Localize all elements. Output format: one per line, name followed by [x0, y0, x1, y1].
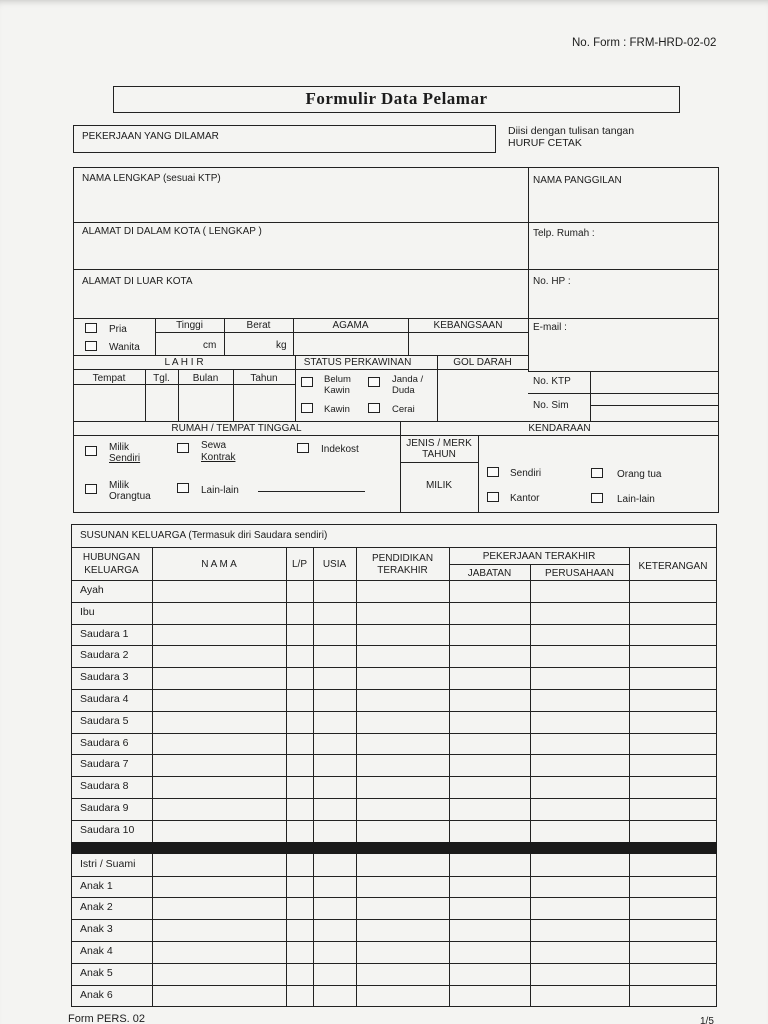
birth-header: L A H I R — [164, 357, 204, 368]
ktp-number-label: No. KTP — [533, 376, 571, 387]
vehicle-owner-label: MILIK — [425, 480, 453, 491]
widowed-checkbox[interactable] — [368, 377, 380, 387]
relation-label: Anak 4 — [80, 945, 113, 958]
parents-house-label-2: Orangtua — [109, 491, 151, 502]
marital-status-header: STATUS PERKAWINAN — [303, 357, 412, 368]
table-row[interactable] — [71, 897, 717, 919]
nationality-label: KEBANGSAAN — [433, 320, 503, 331]
page-number: 1/5 — [700, 1016, 714, 1024]
religion-label: AGAMA — [332, 320, 369, 331]
col-education-2: TERAKHIR — [377, 565, 428, 576]
own-vehicle-label: Sendiri — [510, 468, 542, 479]
married-label: Kawin — [324, 404, 350, 415]
form-number: No. Form : FRM-HRD-02-02 — [572, 37, 717, 49]
relation-label: Saudara 3 — [80, 671, 129, 684]
male-label: Pria — [109, 324, 127, 335]
boarding-checkbox[interactable] — [297, 443, 309, 453]
full-name-label: NAMA LENGKAP (sesuai KTP) — [82, 173, 221, 184]
form-title: Formulir Data Pelamar — [305, 89, 488, 108]
other-vehicle-checkbox[interactable] — [591, 493, 603, 503]
boarding-label: Indekost — [321, 444, 359, 455]
other-housing-label: Lain-lain — [201, 485, 239, 496]
table-row[interactable] — [71, 667, 717, 689]
col-relation: HUBUNGAN — [82, 552, 141, 563]
col-relation-2: KELUARGA — [84, 565, 139, 576]
col-sex: L/P — [291, 559, 307, 570]
birth-place-label: Tempat — [92, 373, 126, 384]
section-divider — [71, 842, 717, 854]
table-row[interactable] — [71, 941, 717, 963]
table-row[interactable] — [71, 689, 717, 711]
widowed-label-2: Duda — [392, 385, 415, 396]
parents-house-label: Milik — [109, 480, 129, 491]
relation-label: Saudara 10 — [80, 823, 135, 836]
own-house-label: Milik — [109, 442, 129, 453]
family-section-title: SUSUNAN KELUARGA (Termasuk diri Saudara sendiri) — [80, 530, 328, 541]
parents-vehicle-checkbox[interactable] — [591, 468, 603, 478]
relation-label: Anak 2 — [80, 901, 113, 914]
unmarried-checkbox[interactable] — [301, 377, 313, 387]
address-out-city-label: ALAMAT DI LUAR KOTA — [82, 276, 193, 287]
col-education: PENDIDIKAN — [371, 553, 434, 564]
home-phone-label: Telp. Rumah : — [533, 228, 595, 239]
office-vehicle-checkbox[interactable] — [487, 492, 499, 502]
female-checkbox[interactable] — [85, 341, 97, 351]
position-applied-label: PEKERJAAN YANG DILAMAR — [82, 131, 219, 142]
blood-type-header: GOL DARAH — [453, 357, 512, 368]
table-row[interactable] — [71, 733, 717, 755]
housing-header: RUMAH / TEMPAT TINGGAL — [171, 423, 302, 434]
widowed-label: Janda / — [392, 374, 424, 385]
table-row[interactable] — [71, 820, 717, 842]
male-checkbox[interactable] — [85, 323, 97, 333]
table-row[interactable] — [71, 985, 717, 1007]
other-vehicle-label: Lain-lain — [617, 494, 655, 505]
birth-month-label: Bulan — [192, 373, 219, 384]
address-in-city-label: ALAMAT DI DALAM KOTA ( LENGKAP ) — [82, 226, 262, 237]
parents-house-checkbox[interactable] — [85, 484, 97, 494]
table-row[interactable] — [71, 580, 717, 602]
weight-unit: kg — [276, 340, 287, 351]
relation-label: Ayah — [80, 584, 104, 596]
own-vehicle-checkbox[interactable] — [487, 467, 499, 477]
relation-label: Saudara 9 — [80, 802, 129, 814]
personal-data-section — [73, 167, 719, 513]
rent-label: Sewa — [201, 440, 227, 451]
relation-label: Saudara 5 — [80, 714, 129, 727]
col-notes: KETERANGAN — [638, 561, 708, 572]
birth-year-label: Tahun — [250, 373, 278, 384]
table-row[interactable] — [71, 645, 717, 667]
vehicle-type-label: JENIS / MERK — [406, 438, 472, 449]
table-row[interactable] — [71, 854, 717, 876]
unmarried-label: Belum — [324, 374, 351, 385]
relation-label: Saudara 8 — [80, 780, 129, 793]
other-housing-checkbox[interactable] — [177, 483, 189, 493]
instruction-note: Diisi dengan tulisan tangan — [508, 125, 635, 137]
col-position: JABATAN — [467, 568, 512, 579]
table-row[interactable] — [71, 876, 717, 898]
relation-label: Istri / Suami — [80, 857, 136, 870]
divorced-label: Cerai — [392, 404, 415, 415]
col-company: PERUSAHAAN — [545, 568, 614, 579]
table-row[interactable] — [71, 602, 717, 624]
relation-label: Saudara 1 — [80, 627, 129, 640]
vehicle-type-label-2: TAHUN — [422, 449, 456, 460]
height-label: Tinggi — [176, 320, 203, 331]
relation-label: Saudara 2 — [80, 649, 129, 662]
female-label: Wanita — [109, 342, 140, 353]
divorced-checkbox[interactable] — [368, 403, 380, 413]
own-house-label-2: Sendiri — [109, 453, 141, 464]
col-last-job: PEKERJAAN TERAKHIR — [482, 551, 596, 562]
parents-vehicle-label: Orang tua — [617, 469, 662, 480]
relation-label: Anak 5 — [80, 967, 113, 980]
relation-label: Anak 6 — [80, 989, 113, 1002]
birth-date-label: Tgl. — [153, 373, 170, 384]
height-unit: cm — [203, 340, 217, 351]
married-checkbox[interactable] — [301, 403, 313, 413]
table-row[interactable] — [71, 798, 717, 820]
relation-label: Saudara 7 — [80, 758, 129, 771]
rent-label-2: Kontrak — [201, 452, 236, 463]
office-vehicle-label: Kantor — [510, 493, 540, 504]
other-housing-line[interactable] — [258, 491, 365, 492]
col-name: N A M A — [201, 559, 237, 570]
rent-checkbox[interactable] — [177, 443, 189, 453]
col-age: USIA — [322, 559, 347, 570]
form-code: Form PERS. 02 — [68, 1013, 146, 1024]
table-row[interactable] — [71, 776, 717, 798]
relation-label: Saudara 4 — [80, 693, 129, 705]
mobile-phone-label: No. HP : — [533, 276, 571, 287]
nickname-label: NAMA PANGGILAN — [533, 175, 622, 186]
table-row[interactable] — [71, 711, 717, 733]
relation-label: Anak 3 — [80, 923, 113, 936]
email-label: E-mail : — [533, 322, 567, 333]
vehicle-header: KENDARAAN — [528, 423, 591, 434]
relation-label: Saudara 6 — [80, 736, 129, 749]
own-house-checkbox[interactable] — [85, 446, 97, 456]
table-row[interactable] — [71, 754, 717, 776]
relation-label: Anak 1 — [80, 879, 113, 892]
instruction-note-2: HURUF CETAK — [508, 137, 582, 149]
table-row[interactable] — [71, 624, 717, 646]
sim-number-label: No. Sim — [533, 400, 569, 411]
table-row[interactable] — [71, 919, 717, 941]
weight-label: Berat — [246, 320, 271, 331]
unmarried-label-2: Kawin — [324, 385, 350, 396]
relation-label: Ibu — [80, 605, 95, 618]
table-row[interactable] — [71, 963, 717, 985]
